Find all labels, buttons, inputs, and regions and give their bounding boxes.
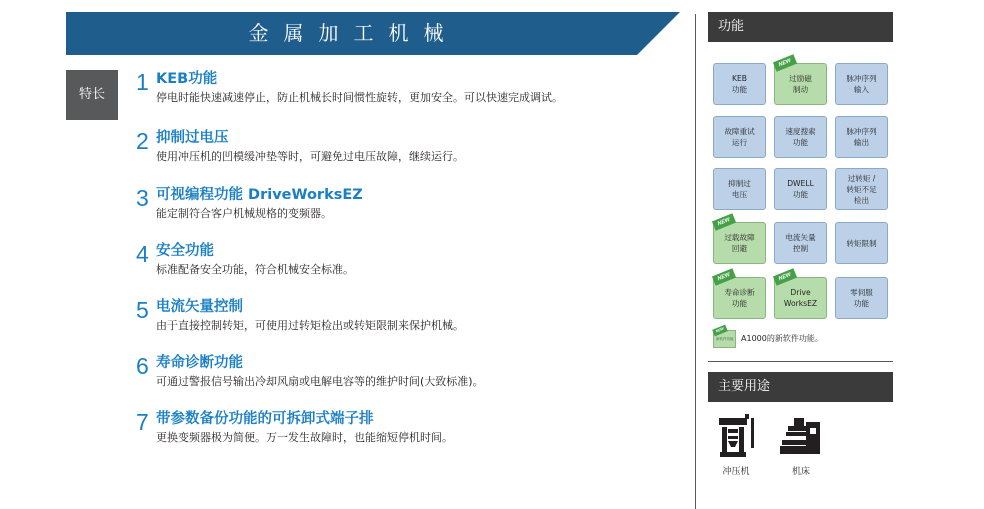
function-tile-torque-limit: [835, 222, 888, 264]
feature-number: 2: [136, 128, 149, 154]
feature-number: 1: [136, 69, 149, 95]
new-badge: NEW: [712, 268, 736, 286]
feature-title: 寿命诊断功能: [156, 355, 243, 371]
feature-number: 5: [136, 297, 149, 323]
vertical-divider: [695, 14, 696, 509]
new-function-legend-swatch: [713, 326, 736, 348]
function-tile-zero-servo: [835, 277, 888, 319]
function-tile-overload-avoidance: [713, 216, 766, 264]
feature-number: 4: [136, 241, 149, 267]
function-tile-fault-restart: [713, 116, 766, 158]
title-banner: [66, 12, 680, 55]
new-badge: NEW: [712, 325, 728, 337]
tile-label: 速度搜索 功能: [785, 127, 816, 147]
feature-description: 能定制符合客户机械规格的变频器。: [156, 207, 332, 220]
tile-label: DWELL 功能: [787, 179, 814, 199]
tile-label: 脉冲序列 输入: [846, 74, 877, 94]
machine-tool-icon: [780, 418, 824, 458]
feature-title: 电流矢量控制: [156, 299, 243, 315]
new-badge: NEW: [773, 54, 797, 72]
tile-label: 转矩限制: [846, 238, 877, 248]
feature-number: 6: [136, 353, 149, 379]
feature-description: 标准配备安全功能，符合机械安全标准。: [156, 263, 354, 276]
function-tile-overvoltage-suppression: [713, 168, 766, 210]
function-tile-overexcitation-braking: [774, 57, 827, 105]
feature-description: 使用冲压机的凹模缓冲垫等时，可避免过电压故障，继续运行。: [156, 150, 464, 163]
tile-label: 零伺服 功能: [850, 288, 873, 308]
function-tile-pulse-input: [835, 63, 888, 105]
tile-label: 抑制过 电压: [728, 179, 751, 199]
legend-swatch-text: 新软件功能: [716, 337, 734, 341]
application-label-machine-tool: 机床: [791, 467, 810, 477]
feature-description: 更换变频器极为简便。万一发生故障时，也能缩短停机时间。: [156, 431, 453, 444]
applications-header: 主要用途: [708, 372, 893, 402]
tile-label: Drive WorksEZ: [783, 288, 818, 308]
feature-title: 带参数备份功能的可拆卸式端子排: [156, 411, 374, 427]
feature-title: 可视编程功能 DriveWorksEZ: [156, 187, 363, 203]
feature-number: 3: [136, 185, 149, 211]
new-badge: NEW: [712, 213, 736, 231]
function-tile-driveworksez: [774, 271, 827, 319]
feature-title: KEB功能: [156, 71, 218, 87]
press-machine-icon: [717, 414, 755, 460]
feature-title: 安全功能: [156, 243, 214, 259]
function-tile-speed-search: [774, 116, 827, 158]
tile-label: 过励磁 制动: [789, 74, 812, 94]
function-tile-keb: [713, 63, 766, 105]
tile-label: 寿命诊断 功能: [724, 288, 755, 308]
feature-title: 抑制过电压: [156, 130, 229, 146]
new-function-legend-text: A1000的新软件功能。: [741, 334, 823, 343]
section-divider: [708, 361, 893, 362]
features-tag: 特长: [66, 70, 118, 120]
function-tile-dwell: [774, 168, 827, 210]
function-tile-current-vector-control: [774, 222, 827, 264]
tile-label: 电流矢量 控制: [785, 233, 816, 253]
feature-description: 由于直接控制转矩，可使用过转矩检出或转矩限制来保护机械。: [156, 319, 464, 332]
tile-label: KEB 功能: [731, 74, 748, 94]
function-tile-pulse-output: [835, 116, 888, 158]
functions-header: 功能: [708, 12, 893, 42]
application-label-press: 冲压机: [722, 467, 750, 477]
feature-description: 可通过警报信号输出冷却风扇或电解电容等的维护时间(大致标准)。: [156, 375, 484, 388]
tile-label: 过转矩 / 转矩不足 检出: [846, 173, 877, 205]
tile-label: 脉冲序列 输出: [846, 127, 877, 147]
function-tile-torque-detection: [835, 168, 888, 210]
new-badge: NEW: [773, 268, 797, 286]
feature-description: 停电时能快速减速停止，防止机械长时间惯性旋转，更加安全。可以快速完成调试。: [156, 91, 563, 104]
page-title: 金属加工机械: [248, 21, 459, 45]
tile-label: 过载故障 回避: [724, 233, 755, 253]
function-tile-life-diagnosis: [713, 271, 766, 319]
feature-number: 7: [136, 409, 149, 435]
tile-label: 故障重试 运行: [724, 127, 755, 147]
